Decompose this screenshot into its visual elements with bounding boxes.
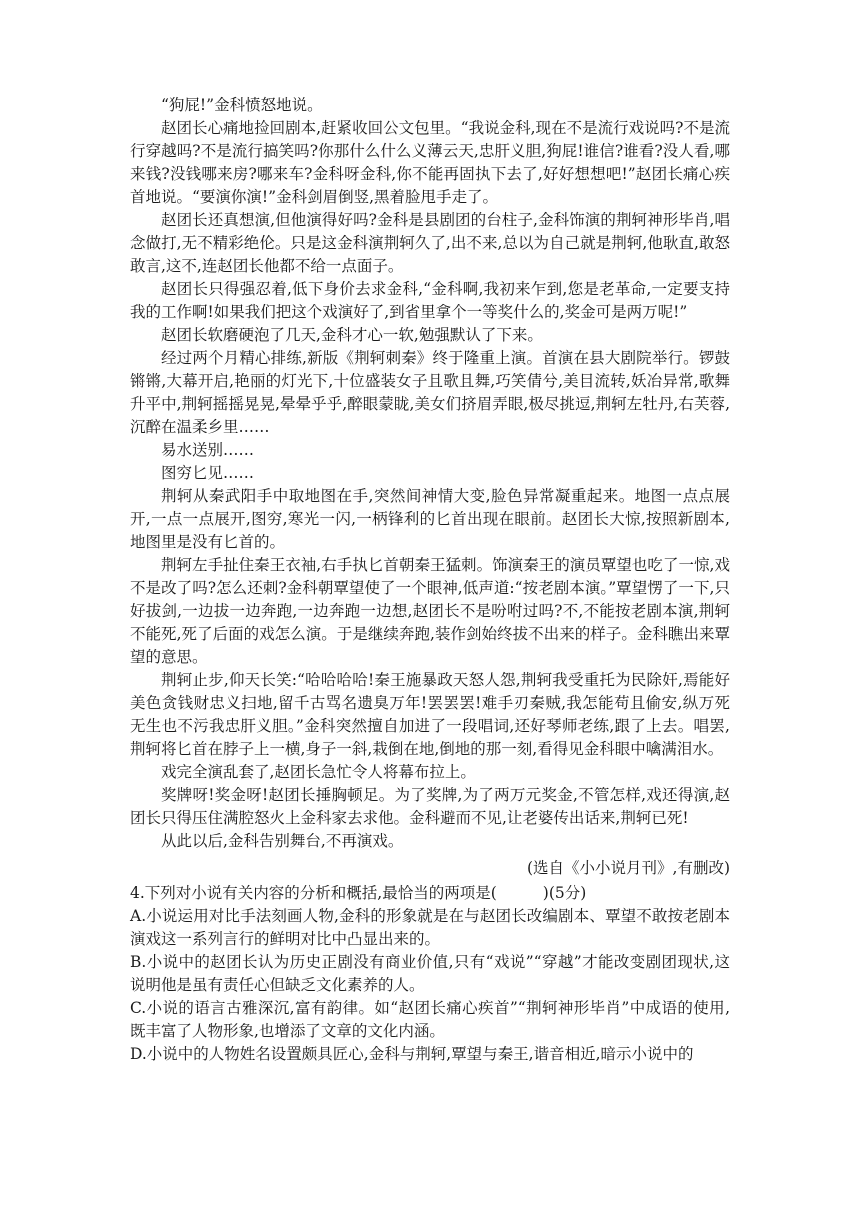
question-stem (130, 882, 730, 905)
question-stem-text: 4.下列对小说有关内容的分析和概括,最恰当的两项是( (130, 884, 497, 902)
story-paragraph: 戏完全演乱套了,赵团长急忙令人将幕布拉上。 (161, 763, 476, 781)
story-paragraph: 荆轲止步,仰天长笑:“哈哈哈哈!秦王施暴政天怒人怨,荆轲我受重托为民除奸,焉能好美色贪钱财忠义扫地,留千古骂名遗臭万年!罢罢罢!难手刃秦贼,我怎能苟且偷安,纵万死无生也不污我忠肝义胆。”金科突然擅自加进了一段唱词,还好琴师老练,跟了上去。唱罢,荆轲将匕首在脖子上一横,身子一斜,栽倒在地,倒地的那一刻,看得见金科眼中噙满泪水。 (130, 671, 730, 758)
story-paragraph: 赵团长软磨硬泡了几天,金科才心一软,勉强默认了下来。 (161, 326, 543, 344)
question-4 (130, 882, 730, 1066)
source-citation: (选自《小小说月刊》,有删改) (526, 859, 730, 877)
option-c: C.小说的语言古雅深沉,富有韵律。如“赵团长痛心疾首”“荆轲神形毕肖”中成语的使用,既丰富了人物形象,也增添了文章的文化内涵。 (130, 999, 730, 1040)
story-paragraph: 经过两个月精心排练,新版《荆轲刺秦》终于隆重上演。首演在县大剧院举行。锣鼓锵锵,大幕开启,艳丽的灯光下,十位盛装女子且歌且舞,巧笑倩兮,美目流转,妖冶异常,歌舞升平中,荆轲摇摇晃晃,晕晕乎乎,醉眼蒙眬,美女们挤眉弄眼,极尽挑逗,荆轲左牡丹,右芙蓉,沉醉在温柔乡里…… (130, 349, 730, 436)
story-paragraph: 赵团长只得强忍着,低下身价去求金科,“金科啊,我初来乍到,您是老革命,一定要支持我的工作啊!如果我们把这个戏演好了,到省里拿个一等奖什么的,奖金可是两万呢!” (130, 280, 730, 321)
story-paragraph: 荆轲从秦武阳手中取地图在手,突然间神情大变,脸色异常凝重起来。地图一点点展开,一点一点展开,图穷,寒光一闪,一柄锋利的匕首出现在眼前。赵团长大惊,按照新剧本,地图里是没有匕首的。 (130, 487, 730, 551)
story-paragraph: 赵团长还真想演,但他演得好吗?金科是县剧团的台柱子,金科饰演的荆轲神形毕肖,唱念做打,无不精彩绝伦。只是这金科演荆轲久了,出不来,总以为自己就是荆轲,他耿直,敢怒敢言,这不,连赵团长他都不给一点面子。 (130, 211, 730, 275)
option-d: D.小说中的人物姓名设置颇具匠心,金科与荆轲,覃望与秦王,谐音相近,暗示小说中的 (130, 1045, 694, 1063)
option-a: A.小说运用对比手法刻画人物,金科的形象就是在与赵团长改编剧本、覃望不敢按老剧本演戏这一系列言行的鲜明对比中凸显出来的。 (130, 907, 730, 948)
story-paragraph: 从此以后,金科告别舞台,不再演戏。 (161, 832, 404, 850)
story-paragraph: 图穷匕见…… (161, 464, 255, 482)
story-paragraph: 赵团长心痛地捡回剧本,赶紧收回公文包里。“我说金科,现在不是流行戏说吗?不是流行穿越吗?不是流行搞笑吗?你那什么什么义薄云天,忠肝义胆,狗屁!谁信?谁看?没人看,哪来钱?没钱哪来房?哪来车?金科呀金科,你不能再固执下去了,好好想想吧!”赵团长痛心疾首地说。“要演你演!”金科剑眉倒竖,黑着脸甩手走了。 (130, 119, 730, 206)
story-body (130, 94, 730, 1066)
story-paragraph: 奖牌呀!奖金呀!赵团长捶胸顿足。为了奖牌,为了两万元奖金,不管怎样,戏还得演,赵团长只得压住满腔怒火上金科家去求他。金科避而不见,让老婆传出话来,荆轲已死! (130, 786, 730, 827)
story-paragraph: “狗屁!”金科愤怒地说。 (161, 96, 323, 114)
option-b: B.小说中的赵团长认为历史正剧没有商业价值,只有“戏说”“穿越”才能改变剧团现状,这说明他是虽有责任心但缺乏文化素养的人。 (130, 953, 730, 994)
story-paragraph: 易水送别…… (161, 441, 255, 459)
question-points: )(5分) (542, 884, 587, 902)
story-paragraph: 荆轲左手扯住秦王衣袖,右手执匕首朝秦王猛刺。饰演秦王的演员覃望也吃了一惊,戏不是改了吗?怎么还刺?金科朝覃望使了一个眼神,低声道:“按老剧本演。”覃望愣了一下,只好拔剑,一边拔一边奔跑,一边奔跑一边想,赵团长不是吩咐过吗?不,不能按老剧本演,荆轲不能死,死了后面的戏怎么演。于是继续奔跑,装作剑始终拔不出来的样子。金科瞧出来覃望的意思。 (130, 556, 730, 666)
